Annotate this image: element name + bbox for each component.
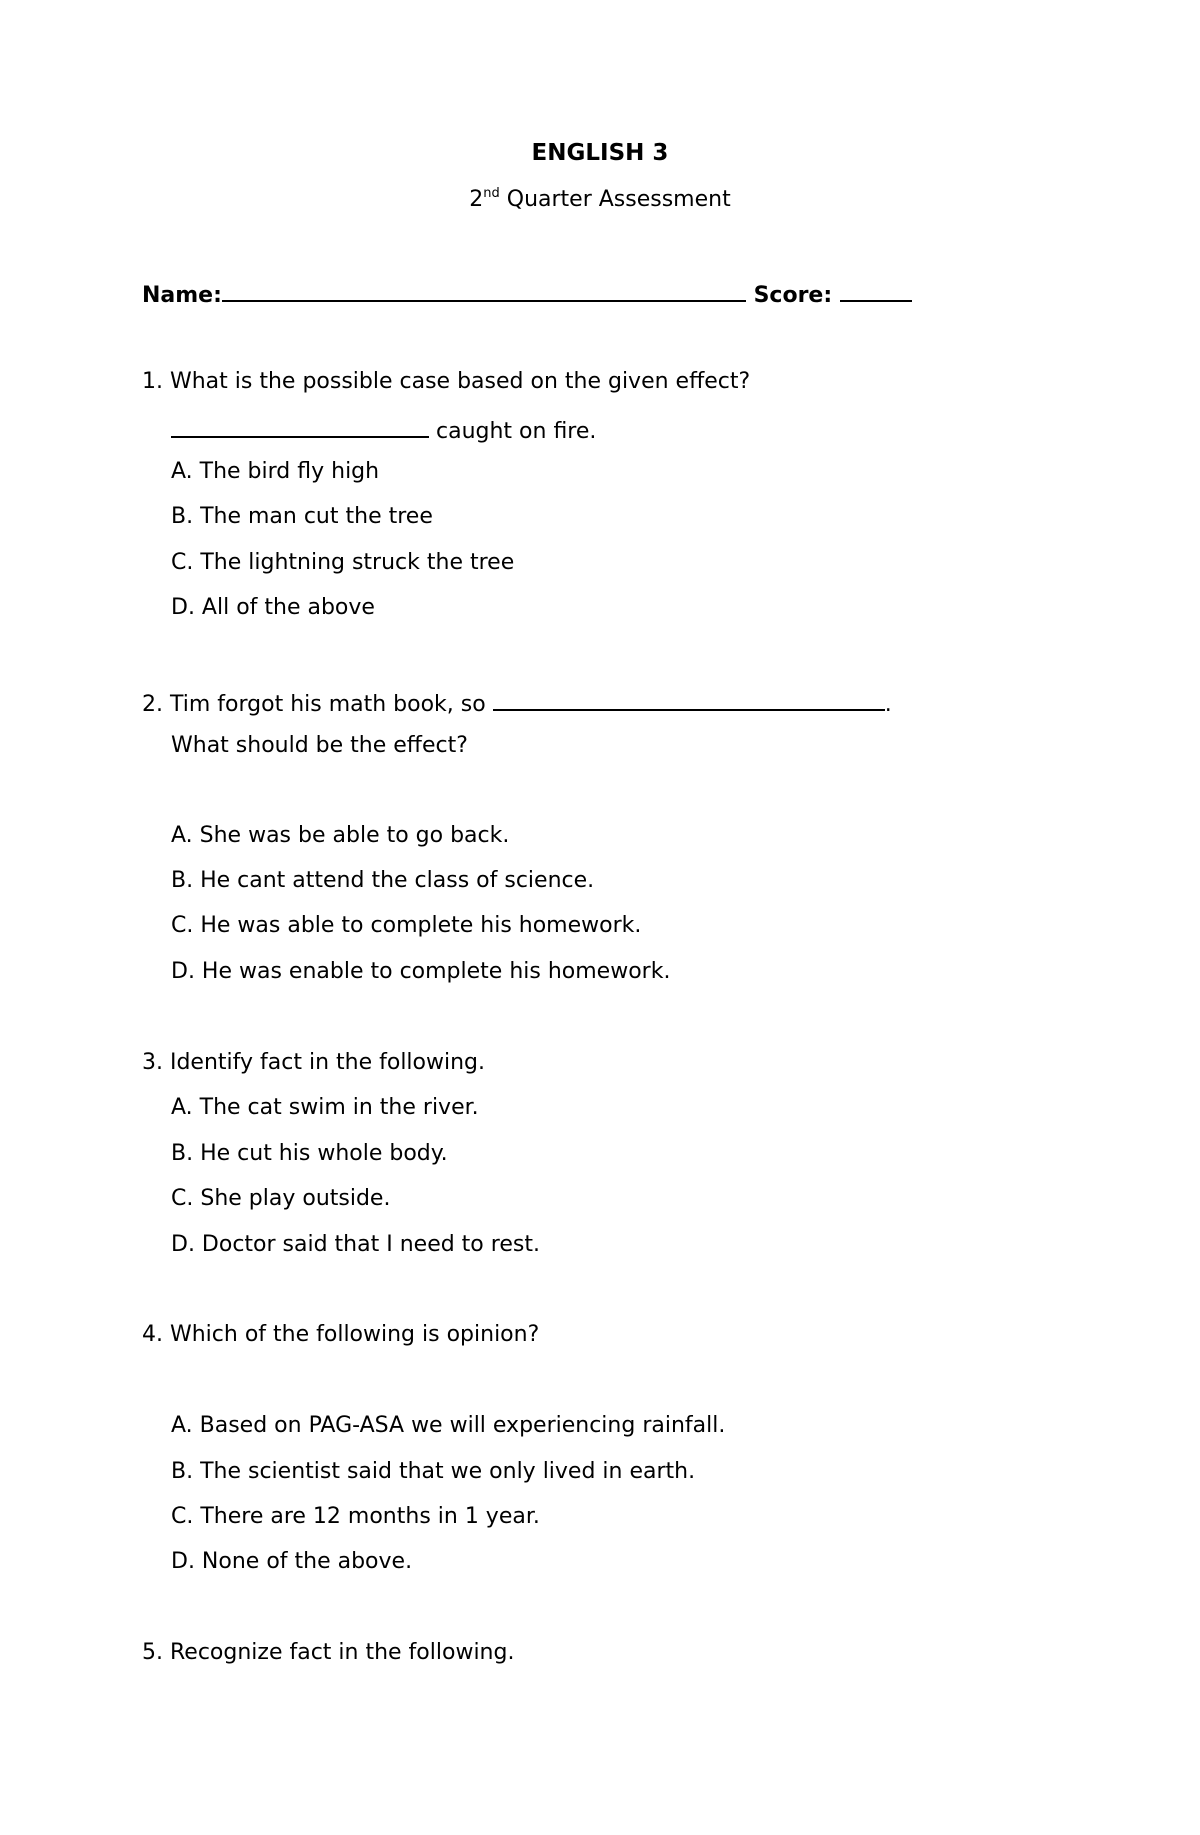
question-4-option-b[interactable]: B. The scientist said that we only lived in earth. [171, 1459, 696, 1484]
question-2-option-a[interactable]: A. She was be able to go back. [171, 823, 510, 848]
page-title: ENGLISH 3 [531, 140, 669, 166]
question-2-option-b[interactable]: B. He cant attend the class of science. [171, 868, 595, 893]
question-2-prompt: What should be the effect? [171, 733, 468, 758]
question-2-option-d[interactable]: D. He was enable to complete his homework. [171, 959, 671, 984]
name-score-line [142, 278, 912, 308]
question-3-option-c[interactable]: C. She play outside. [171, 1186, 391, 1211]
question-2-stem [142, 687, 892, 717]
question-1-option-a[interactable]: A. The bird fly high [171, 459, 380, 484]
name-label: Name: [142, 283, 222, 308]
question-1-prompt [171, 414, 596, 444]
question-3-stem: 3. Identify fact in the following. [142, 1050, 486, 1075]
question-3-option-d[interactable]: D. Doctor said that I need to rest. [171, 1232, 540, 1257]
question-1-option-d[interactable]: D. All of the above [171, 595, 375, 620]
subtitle-number: 2 [469, 187, 484, 212]
subtitle-text: Quarter Assessment [499, 187, 731, 212]
score-label: Score: [753, 283, 833, 308]
question-4-option-a[interactable]: A. Based on PAG-ASA we will experiencing rainfall. [171, 1413, 726, 1438]
question-1-option-c[interactable]: C. The lightning struck the tree [171, 550, 515, 575]
name-blank[interactable] [222, 278, 746, 302]
question-4-option-c[interactable]: C. There are 12 months in 1 year. [171, 1504, 540, 1529]
question-1-blank[interactable] [171, 414, 429, 438]
subtitle-ordinal: nd [483, 186, 500, 201]
score-blank[interactable] [840, 278, 912, 302]
question-2-option-c[interactable]: C. He was able to complete his homework. [171, 913, 642, 938]
question-2-stem-text: 2. Tim forgot his math book, so [142, 692, 493, 717]
question-3-option-a[interactable]: A. The cat swim in the river. [171, 1095, 479, 1120]
question-1-stem: 1. What is the possible case based on the given effect? [142, 369, 751, 394]
question-3-option-b[interactable]: B. He cut his whole body. [171, 1141, 448, 1166]
question-5-stem: 5. Recognize fact in the following. [142, 1640, 515, 1665]
question-4-option-d[interactable]: D. None of the above. [171, 1549, 413, 1574]
question-2-stem-period: . [884, 692, 892, 717]
page-subtitle [0, 186, 1200, 212]
question-1-option-b[interactable]: B. The man cut the tree [171, 504, 433, 529]
question-1-prompt-text: caught on fire. [429, 419, 597, 444]
question-2-blank[interactable] [493, 687, 885, 711]
question-4-stem: 4. Which of the following is opinion? [142, 1322, 540, 1347]
